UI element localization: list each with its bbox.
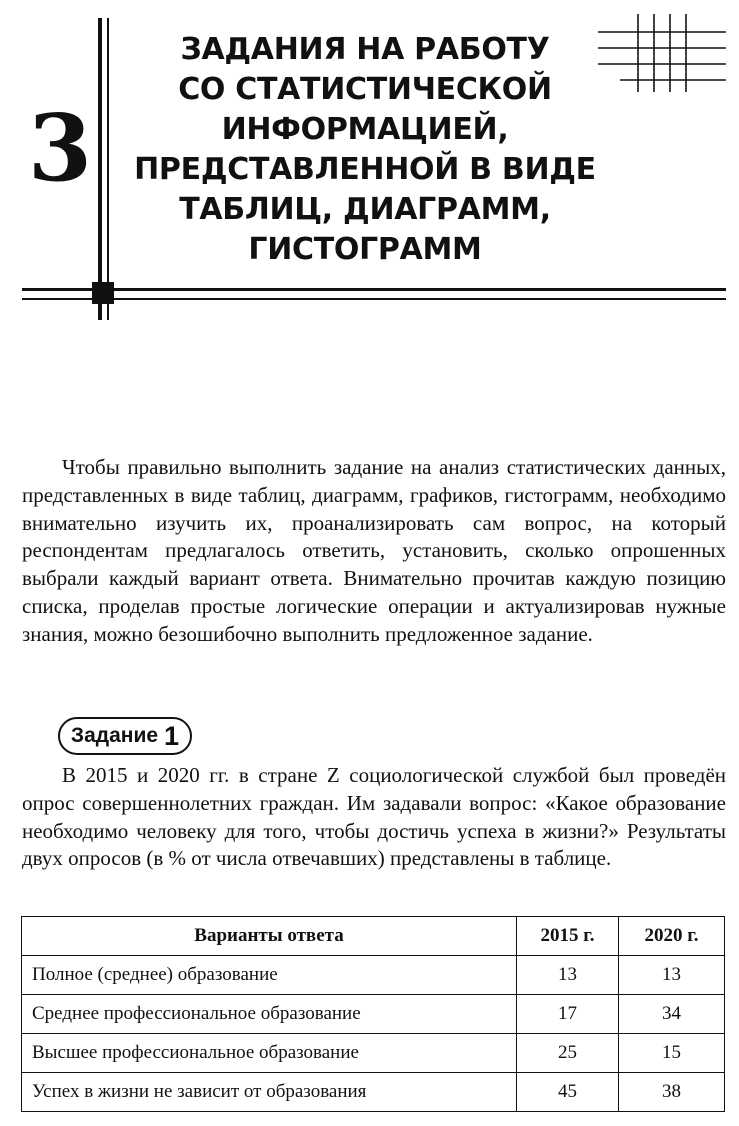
header-horizontal-rule-thick — [22, 288, 726, 291]
task-badge — [58, 717, 192, 755]
table-row — [22, 956, 725, 995]
task-label: Задание — [70, 724, 159, 747]
table-row — [22, 1034, 725, 1073]
intro-paragraph: Чтобы правильно выполнить задание на анализ статистических данных, представленных в виде таблиц, диаграмм, графиков, гистограмм, необходимо внимательно изучить их, проанализировать сам вопрос, на который респондентам предлагалось ответить, установить, сколько опрошенных выбрали каждый вариант ответа. Внимательно прочитав каждую позицию списка, проделав простые логические операции и актуализировав нужные знания, можно безошибочно выполнить предложенное задание. — [22, 455, 726, 646]
header-corner-square — [92, 282, 114, 304]
chapter-title: ЗАДАНИЯ НА РАБОТУ СО СТАТИСТИЧЕСКОЙ ИНФОРМАЦИЕЙ, ПРЕДСТАВЛЕННОЙ В ВИДЕ ТАБЛИЦ, ДИАГРАММ, ГИСТОГРАММ — [134, 32, 596, 267]
table-header-row — [22, 917, 725, 956]
value-2015: 25 — [517, 1034, 619, 1073]
header-answer-options: Варианты ответа — [22, 917, 517, 956]
value-2020: 38 — [619, 1073, 725, 1112]
task-paragraph: В 2015 и 2020 гг. в стране Z социологической службой был проведён опрос совершеннолетних граждан. Им задавали вопрос: «Какое образование необходимо человеку для того, чтобы достичь успеха в жизни?» Результаты двух опросов (в % от числа отвечавших) представлены в таблице. — [22, 763, 726, 871]
header-year-2020: 2020 г. — [619, 917, 725, 956]
value-2020: 13 — [619, 956, 725, 995]
value-2015: 13 — [517, 956, 619, 995]
header-vertical-rule-thick — [98, 18, 102, 320]
header-year-2015: 2015 г. — [517, 917, 619, 956]
corner-grid-ornament — [598, 14, 728, 94]
answer-option: Среднее профессиональное образование — [22, 995, 517, 1034]
survey-results-table — [21, 916, 725, 1112]
answer-option: Высшее профессиональное образование — [22, 1034, 517, 1073]
task-number: 1 — [164, 720, 180, 751]
header-horizontal-rule-thin — [22, 298, 726, 300]
value-2015: 17 — [517, 995, 619, 1034]
table-row — [22, 995, 725, 1034]
answer-option: Полное (среднее) образование — [22, 956, 517, 995]
value-2020: 15 — [619, 1034, 725, 1073]
value-2020: 34 — [619, 995, 725, 1034]
header-vertical-rule-thin — [107, 18, 109, 320]
answer-option: Успех в жизни не зависит от образования — [22, 1073, 517, 1112]
chapter-number: 3 — [28, 94, 93, 202]
value-2015: 45 — [517, 1073, 619, 1112]
table-row — [22, 1073, 725, 1112]
